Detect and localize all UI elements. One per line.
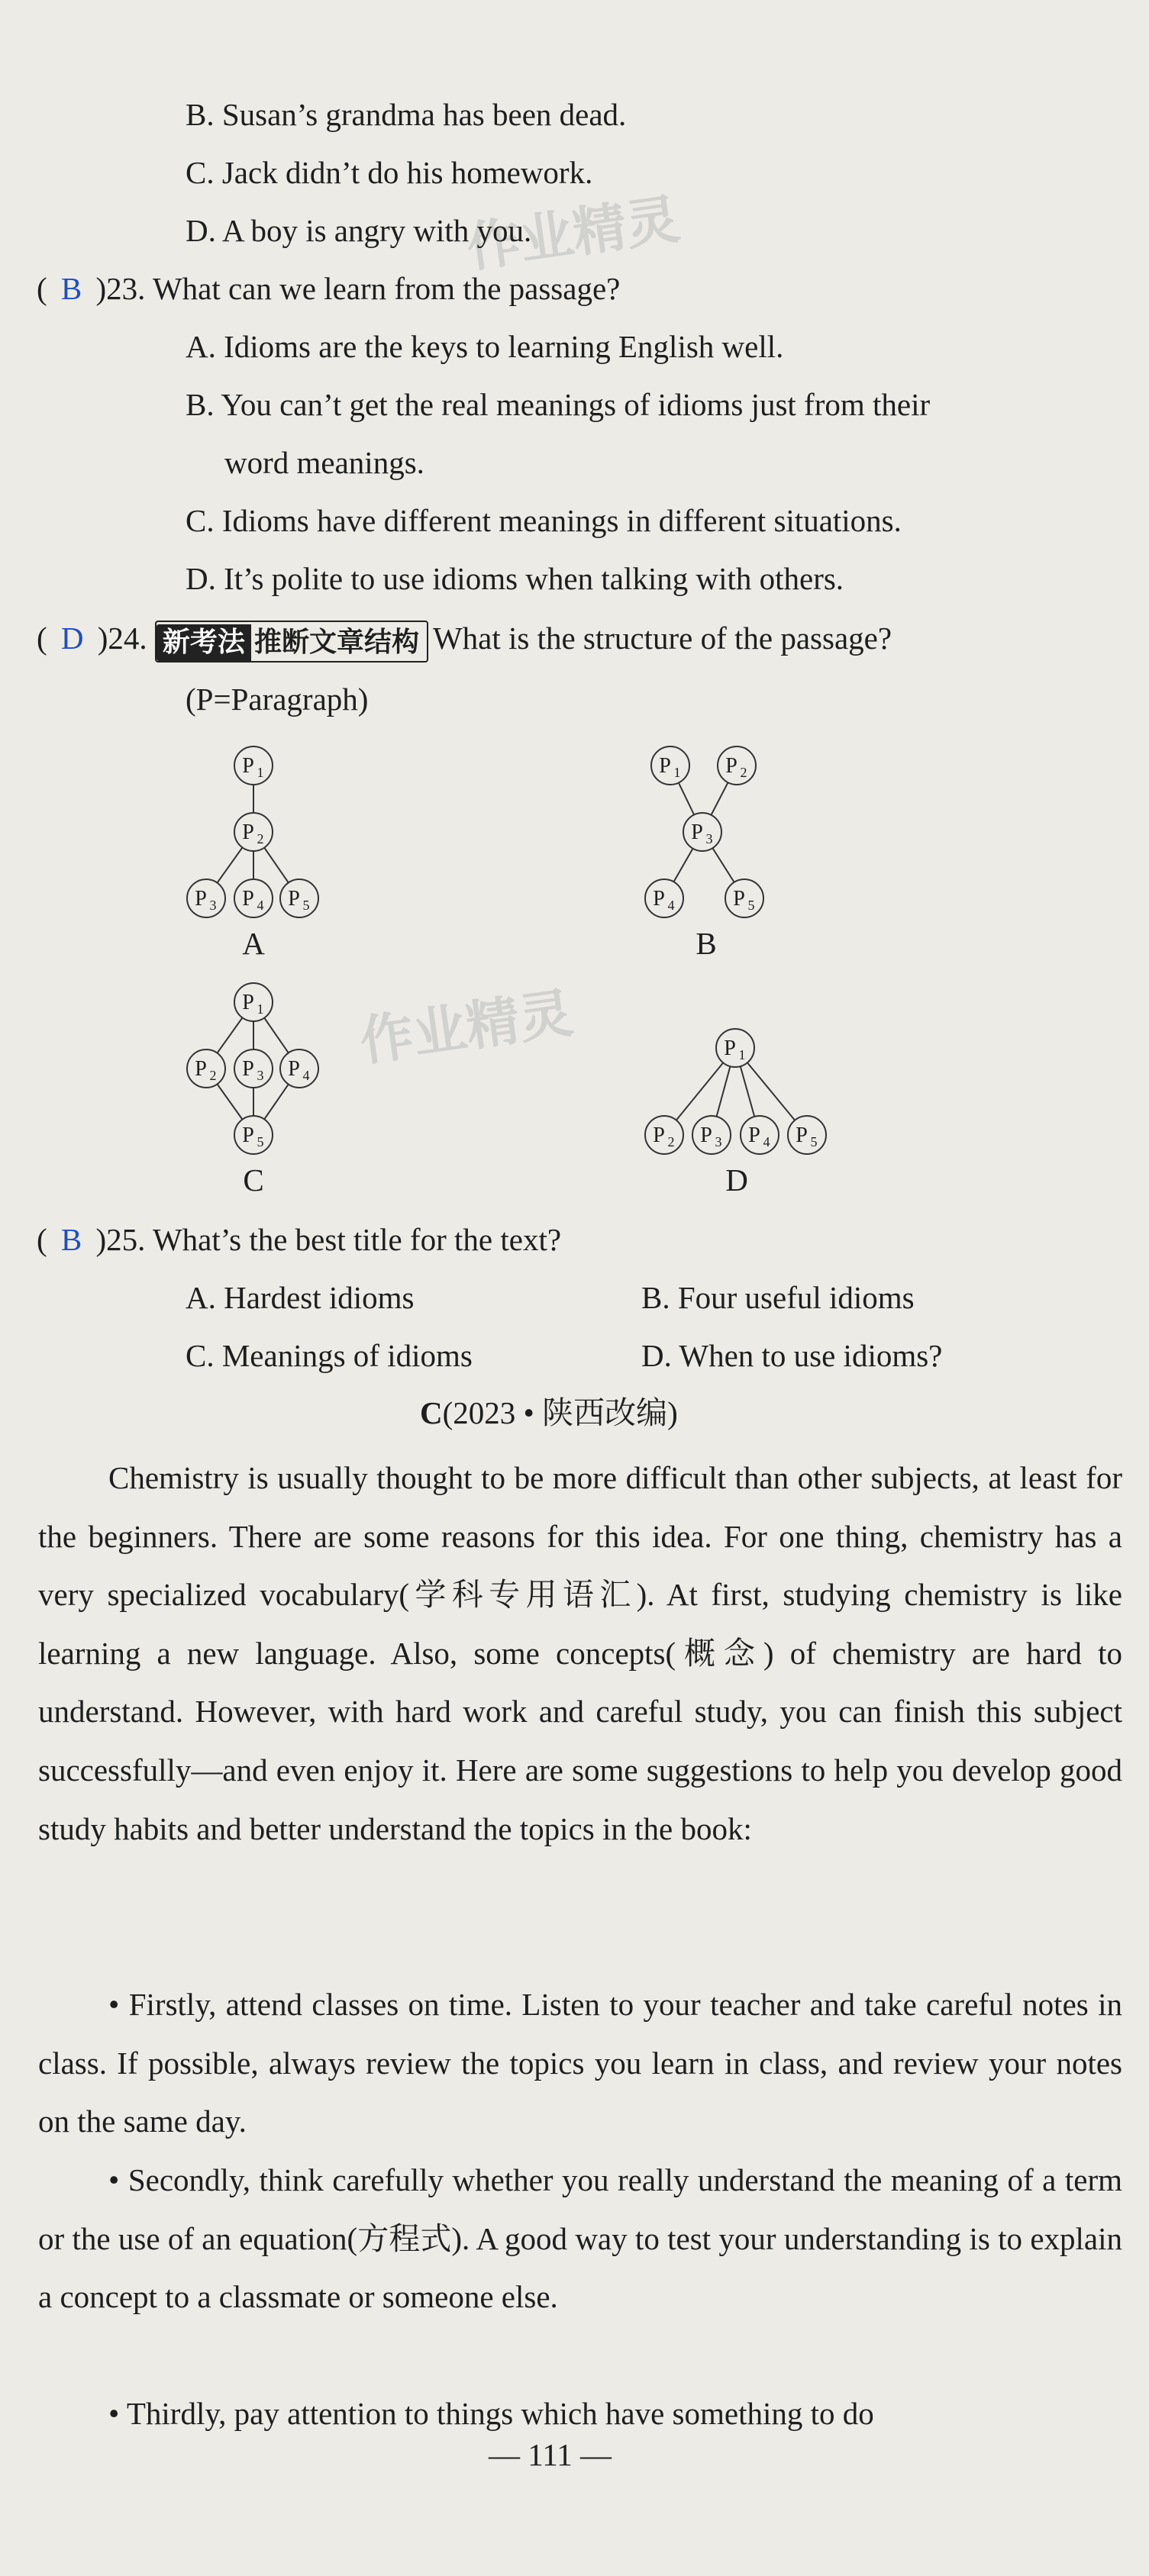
node-label: P (653, 1124, 665, 1147)
node-subscript: 2 (667, 1134, 675, 1149)
node-label: P (288, 887, 300, 911)
node-subscript: 2 (209, 1068, 217, 1083)
node-label: P (796, 1124, 808, 1147)
q25-option-b: B. Four useful idioms (641, 1280, 915, 1315)
q25-option-c: C. Meanings of idioms (186, 1338, 473, 1373)
question-24: ( D )24. 新考法 推断文章结构 What is the structure of the passage? (37, 617, 892, 663)
answer-mark: B (60, 271, 82, 306)
node-subscript: 1 (673, 765, 681, 780)
node-subscript: 5 (257, 1134, 264, 1149)
node-label: P (691, 821, 703, 844)
node-subscript: 5 (302, 898, 310, 913)
question-type-tag: 新考法 推断文章结构 (155, 621, 428, 663)
node-subscript: 2 (257, 831, 264, 846)
q23-option-a: A. Idioms are the keys to learning English well. (186, 329, 784, 364)
node-label: P (195, 1057, 207, 1081)
q23-option-b-cont: word meanings. (224, 445, 424, 480)
passage-paragraph-2: • Firstly, attend classes on time. Listen to your teacher and take careful notes in class. If possible, always review the topics you learn in class, and review your notes on the same day. (38, 1987, 1122, 2139)
node-label: P (748, 1124, 760, 1147)
node-label: P (724, 1037, 736, 1060)
option-caption: C (243, 1162, 264, 1198)
node-subscript: 5 (810, 1134, 818, 1149)
node-subscript: 4 (257, 898, 264, 913)
q25-option-a: A. Hardest idioms (186, 1280, 415, 1315)
paragraph-note: (P=Paragraph) (186, 682, 369, 717)
question-stem: What is the structure of the passage? (432, 621, 892, 656)
node-label: P (242, 1057, 254, 1081)
q22-option-d: D. A boy is angry with you. (186, 213, 532, 248)
question-25: ( B )25. What’s the best title for the text? (37, 1222, 562, 1257)
node-label: P (242, 991, 254, 1014)
node-label: P (242, 754, 254, 778)
q22-option-c: C. Jack didn’t do his homework. (186, 155, 593, 190)
option-caption: D (725, 1162, 748, 1198)
node-label: P (242, 887, 254, 911)
section-heading: C(2023 • 陕西改编) (420, 1395, 678, 1430)
q23-option-d: D. It’s polite to use idioms when talking with others. (186, 561, 844, 596)
option-caption: B (696, 926, 717, 961)
q23-option-b: B. You can’t get the real meanings of idioms just from their (186, 387, 931, 422)
node-subscript: 1 (738, 1047, 746, 1062)
node-label: P (653, 887, 665, 911)
option-caption: A (242, 926, 265, 961)
node-label: P (288, 1057, 300, 1081)
node-label: P (700, 1124, 712, 1147)
page-number: — 111 — (489, 2437, 612, 2472)
node-subscript: 3 (715, 1134, 722, 1149)
watermark: 作业精灵 (463, 187, 684, 280)
node-label: P (659, 754, 671, 778)
passage-paragraph-1: Chemistry is usually thought to be more difficult than other subjects, at least for the beginners. There are some reasons for this idea. For one thing, chemistry has a very specialized vocabulary(学科专用语汇). At first, studying chemistry is like learning a new language. Also, some concepts(概念) of chemistry are hard to understand. However, with hard work and careful study, you can finish this subject successfully—and even enjoy it. Here are some suggestions to help you develop good study habits and better understand the topics in the book: (38, 1460, 1122, 1846)
node-label: P (725, 754, 737, 778)
node-subscript: 3 (705, 831, 713, 846)
q23-option-c: C. Idioms have different meanings in different situations. (186, 503, 902, 538)
structure-diagrams (0, 0, 1149, 1221)
node-label: P (242, 1124, 254, 1147)
node-subscript: 1 (257, 1001, 264, 1017)
node-subscript: 3 (257, 1068, 264, 1083)
watermark: 作业精灵 (356, 981, 577, 1074)
q25-option-d: D. When to use idioms? (641, 1338, 943, 1373)
node-subscript: 4 (667, 898, 675, 913)
answer-mark: D (60, 621, 84, 656)
node-subscript: 5 (747, 898, 755, 913)
node-subscript: 4 (302, 1068, 310, 1083)
question-stem: What’s the best title for the text? (152, 1222, 562, 1257)
question-23: ( B )23. What can we learn from the passage? (37, 271, 621, 306)
node-subscript: 1 (257, 765, 264, 780)
node-label: P (195, 887, 207, 911)
node-label: P (242, 821, 254, 844)
passage-paragraph-3: • Secondly, think carefully whether you really understand the meaning of a term or the use of an equation(方程式). A good way to test your understanding is to explain a concept to a classmate or someone else. (38, 2162, 1122, 2315)
q22-option-b: B. Susan’s grandma has been dead. (186, 97, 627, 132)
node-subscript: 2 (740, 765, 747, 780)
node-subscript: 4 (763, 1134, 770, 1149)
passage-paragraph-4: • Thirdly, pay attention to things which have something to do (108, 2396, 874, 2431)
node-label: P (733, 887, 745, 911)
answer-mark: B (60, 1222, 82, 1257)
node-subscript: 3 (209, 898, 217, 913)
question-stem: What can we learn from the passage? (152, 271, 621, 306)
